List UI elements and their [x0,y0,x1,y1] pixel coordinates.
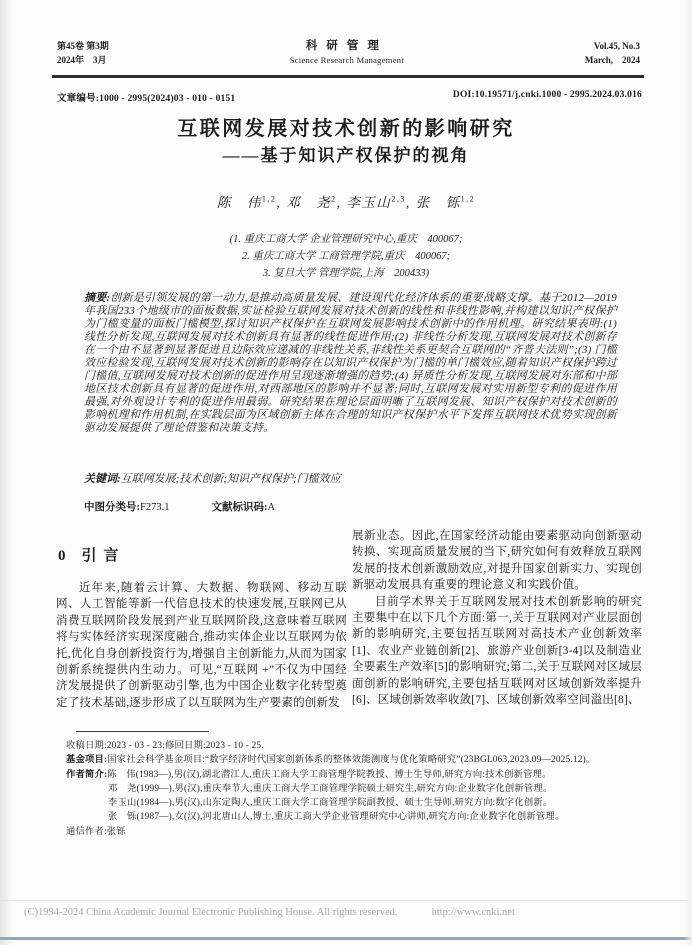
author-1-affil-sup: 1,2 [261,194,277,204]
author-sep: , [276,195,282,210]
vol-issue-cn: 第45卷 第3期 [57,41,109,51]
received-dates: 收稿日期:2023 - 03 - 23;修回日期:2023 - 10 - 25. [66,741,264,751]
section-title: 引言 [81,548,126,564]
header-right [585,39,640,67]
author-sep: , [405,195,411,210]
article-title-line2: ——基于知识产权保护的视角 [222,146,470,165]
author-4-affil-sup: 1,2 [460,194,476,204]
paragraph-intro-right-2: 目前学术界关于互联网发展对技术创新影响的研究主要集中在以下几个方面:第一,关于互联网对产业层面创新的影响研究,主要包括互联网对高技术产业创新效率[1]、农业产业链创新[2]、旅游产业创新[3-4]以及制造业全要素生产效率[5]的影响研究;第二,关于互联网对区域层面创新的影响研究,主要包括互联网对区域创新效率提升[6]、区域创新效率收敛[7]、区域创新效率空间溢出[8]、 [352,595,642,707]
author-3: 李玉山$^{2,3}$, [346,194,411,210]
journal-title-en: Science Research Management [289,55,404,65]
affiliations [0,231,692,282]
keywords [84,470,617,486]
page-bottom-edge [0,900,692,901]
doi: DOI:10.19571/j.cnki.1000 - 2995.2024.03.016 [452,90,642,100]
vol-issue-en: Vol.45, No.3 [593,41,640,51]
journal-title-cn: 科研管理 [305,40,388,52]
author-2: 邓 尧$^2$, [286,194,342,210]
author-bio-2: 邓 尧(1999—),男(汉),重庆奉节人,重庆工商大学工商管理学院硕士研究生,研究方向:企业数字化创新管理。 [108,783,553,794]
affiliation-2: 2. 重庆工商大学 工商管理学院,重庆 400067; [241,251,451,262]
funding: 基金项目:国家社会科学基金项目:“数字经济时代国家创新体系的整体效能测度与优化策略研究”(23BGL063,2023.09—2025.12)。 [66,755,596,766]
abstract-label: 摘要: [84,292,111,304]
classification-line [84,499,275,514]
body-column-left [56,530,347,711]
author-bio-4: 张 铄(1987—),女(汉),河北唐山人,博士,重庆工商大学企业管理研究中心讲师,研究方向:企业数字化创新管理。 [108,812,565,823]
section-number: 0 [58,548,66,564]
author-line [0,191,692,211]
header-rule [52,75,644,78]
author-3-affil-sup: 2,3 [391,194,406,204]
author-1: 陈 伟$^{1,2}$, [216,194,282,210]
journal-header [57,39,640,67]
article-title-line1: 互联网发展对技术创新的影响研究 [177,118,515,140]
date-cn: 2024年 3月 [57,55,107,65]
header-center [290,39,404,67]
date-en: March, 2024 [584,55,640,65]
author-bio-1: 作者简介:陈 伟(1983—),男(汉),湖北潜江人,重庆工商大学工商管理学院教授、博士生导师,研究方向:技术创新管理。 [66,769,552,780]
keywords-text: 互联网发展;技术创新;知识产权保护;门槛效应 [120,473,341,485]
paragraph-intro-left: 近年来,随着云计算、大数据、物联网、移动互联网、人工智能等新一代信息技术的快速发展,互联网已从消费互联网阶段发展到产业互联网阶段,这意味着互联网将与实体经济实现深度融合,推动实体企业以互联网为依托,优化自身创新投资行为,增强自主创新能力,从而为国家创新系统提供内生动力。可见,“互联网 +”不仅为中国经济发展提供了创新驱动引擎,也为中国企业数字化转型奠定了技术基础,逐步形成了以互联网为生产要素的创新发 [56,582,347,709]
corresponding-author: 通信作者:张铄 [66,826,126,837]
cnki-footer [24,907,668,918]
footnote-separator [76,731,209,732]
body-column-right [352,528,642,708]
header-left [57,39,109,67]
affiliation-3: 3. 复旦大学 管理学院,上海 200433) [262,268,430,279]
cnki-url: http://www.cnki.net [431,907,515,918]
author-sep: , [336,195,342,210]
footnotes [66,739,644,839]
document-code: 文献标识码:A [211,502,276,513]
article-number: 文章编号:1000 - 2995(2024)03 - 010 - 0151 [57,94,236,104]
footer-bar [0,937,692,940]
meta-line [57,90,642,104]
author-bio-3: 李玉山(1984—),男(汉),山东定陶人,重庆工商大学工商管理学院副教授、硕士生导师,研究方向:数字化创新。 [108,798,553,809]
paragraph-intro-right-1: 展新业态。因此,在国家经济动能由要素驱动向创新驱动转换、实现高质量发展的当下,研究如何有效释放互联网发展的技术创新激励效应,对提升国家创新实力、实现创新驱动发展具有重要的理论意义和实践价值。 [352,530,642,592]
clc-number: 中图分类号:F273.1 [84,502,170,513]
copyright-text: (C)1994-2024 China Academic Journal Electronic Publishing House. All rights reserved. [24,907,398,918]
abstract [84,292,617,435]
author-4: 张 铄$^{1,2}$ [415,194,476,210]
author-2-affil-sup: 2 [331,194,337,204]
keywords-label: 关键词: [84,473,121,485]
affiliation-1: (1. 重庆工商大学 企业管理研究中心,重庆 400067; [229,234,463,245]
section-heading [58,544,347,565]
abstract-text: 创新是引领发展的第一动力,是推动高质量发展、建设现代化经济体系的重要战略支撑。基于2012—2019年我国233个地级市的面板数据,实证检验互联网发展对技术创新的线性和非线性影响,并构建以知识产权保护为门槛变量的面板门槛模型,探讨知识产权保护在互联网发展影响技术创新中的作用机理。研究结果表明:(1) 线性分析发现,互联网发展对技术创新具有显著的线性促进作用;(2) 非线性分析发现,互联网发展对技术创新存在一个由不显著到显著促进且边际效应递减的非线性关系,非线性关系更契合互联网的“齐普夫法则”;(3) 门槛效应检验发现,互联网发展对技术创新的影响存在以知识产权保护为门槛的单门槛效应,随着知识产权保护跨过门槛值,互联网发展对技术创新的促进作用呈现逐渐增强的趋势;(4) 异质性分析发现,互联网发展对东部和中部地区技术创新具有显著的促进作用,对西部地区的影响并不显著;同时,互联网发展对实用新型专利的促进作用最强,对外观设计专利的促进作用最弱。研究结果在理论层面明晰了互联网发展、知识产权保护对技术创新的影响机理和作用机制,在实践层面为区域创新主体在合理的知识产权保护水平下发挥互联网技术优势实现创新驱动发展提供了理论借鉴和决策支持。 [84,292,618,434]
